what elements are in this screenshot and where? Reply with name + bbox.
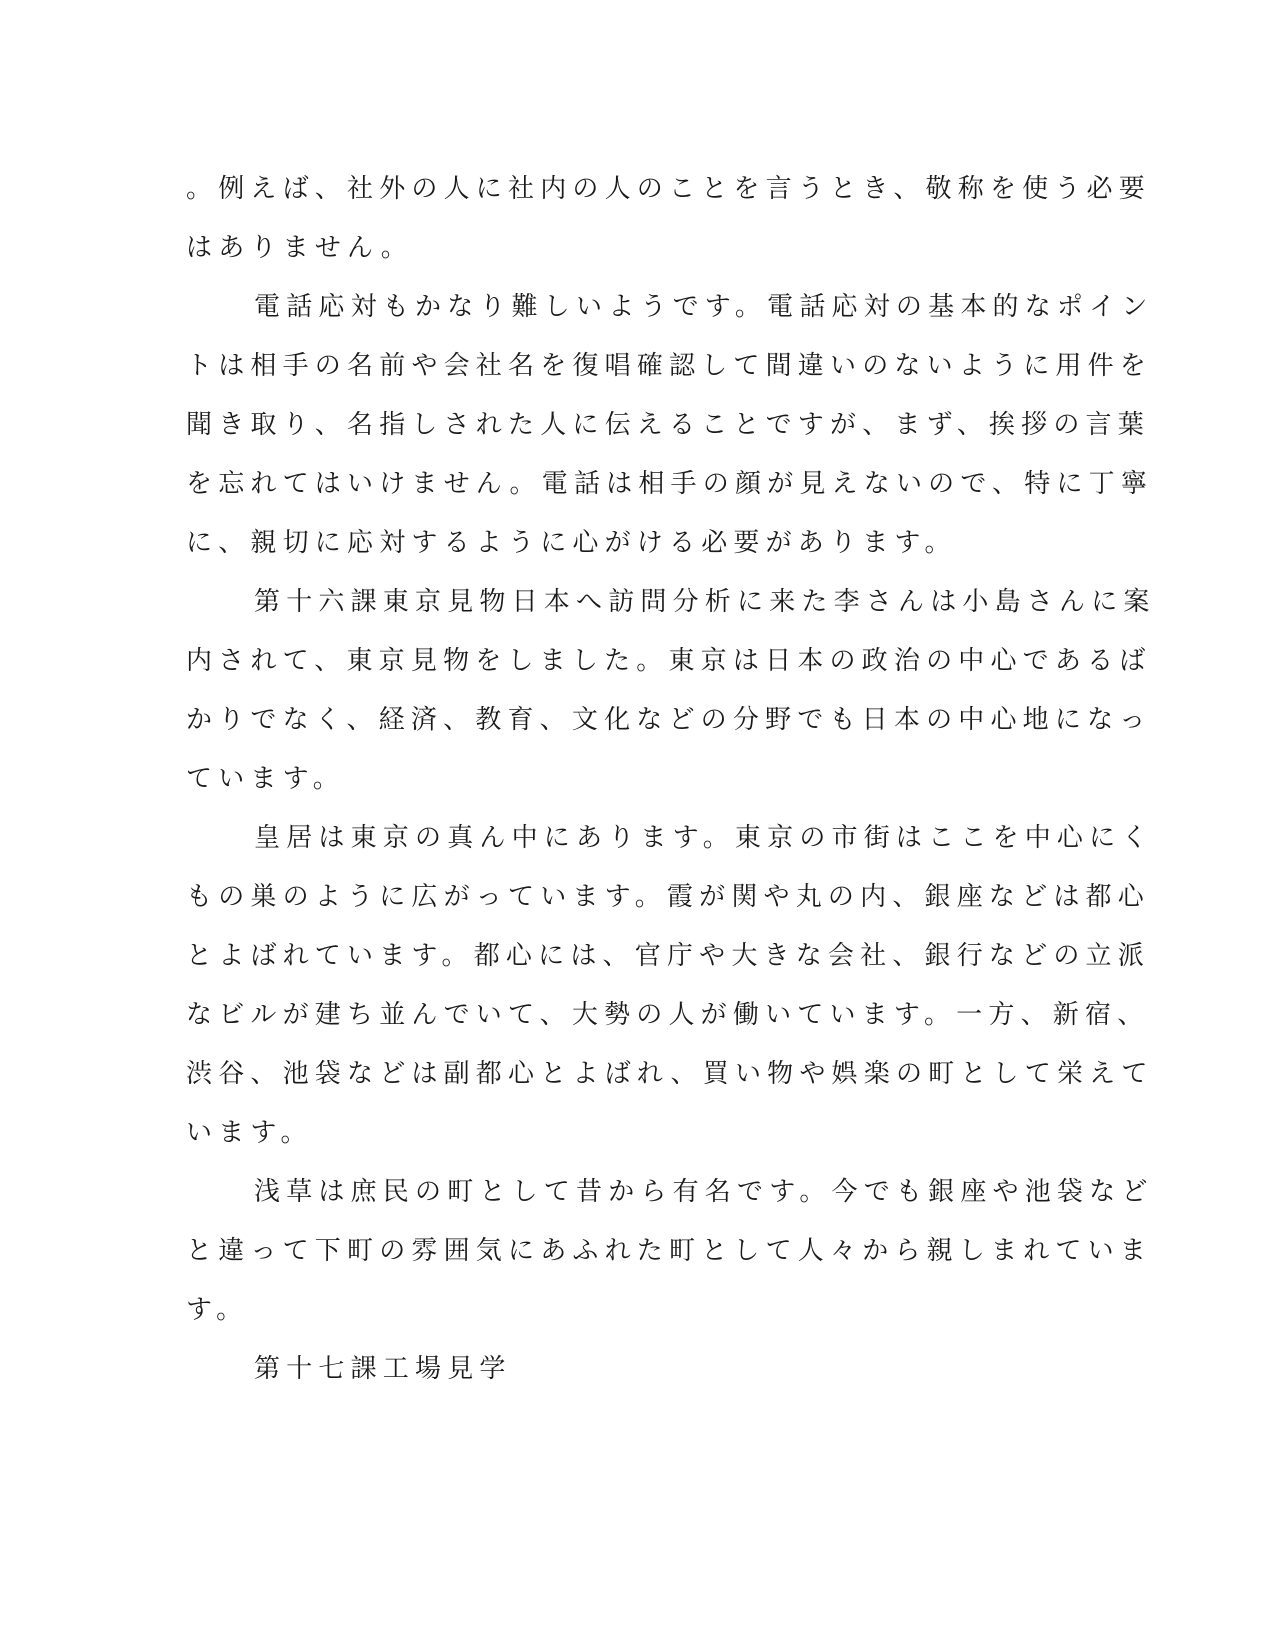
paragraph-first-line: 皇居は東京の真ん中にあります。東京の市街はここを中心にく bbox=[254, 823, 1154, 853]
text-line: とよばれています。都心には、官庁や大きな会社、銀行などの立派 bbox=[186, 941, 1150, 971]
text-line: かりでなく、経済、教育、文化などの分野でも日本の中心地になっ bbox=[186, 705, 1152, 735]
document-body bbox=[186, 160, 1156, 1399]
text-line: トは相手の名前や会社名を復唱確認して間違いのないように用件を bbox=[186, 351, 1153, 381]
text-line: 。例えば、社外の人に社内の人のことを言うとき、敬称を使う必要 bbox=[186, 174, 1151, 204]
text-line: 聞き取り、名指しされた人に伝えることですが、まず、挨拶の言葉 bbox=[186, 410, 1150, 440]
text-line: ています。 bbox=[186, 764, 345, 794]
text-line: もの巣のように広がっています。霞が関や丸の内、銀座などは都心 bbox=[186, 882, 1150, 912]
text-line: に、親切に応対するように心がける必要があります。 bbox=[186, 528, 957, 558]
lesson-heading: 第十七課工場見学 bbox=[254, 1354, 512, 1384]
paragraph-first-line: 第十六課東京見物日本へ訪問分析に来た李さんは小島さんに案 bbox=[254, 587, 1156, 617]
text-line: す。 bbox=[186, 1295, 249, 1325]
text-line: を忘れてはいけません。電話は相手の顔が見えないので、特に丁寧 bbox=[186, 469, 1154, 499]
text-line: 内されて、東京見物をしました。東京は日本の政治の中心であるば bbox=[186, 646, 1152, 676]
text-line: 渋谷、池袋などは副都心とよばれ、買い物や娯楽の町として栄えて bbox=[186, 1059, 1154, 1089]
text-line: と違って下町の雰囲気にあふれた町として人々から親しまれていま bbox=[186, 1236, 1153, 1266]
paragraph-first-line: 電話応対もかなり難しいようです。電話応対の基本的なポイン bbox=[254, 292, 1154, 322]
text-line: なビルが建ち並んでいて、大勢の人が働いています。一方、新宿、 bbox=[186, 1000, 1150, 1030]
text-line: はありません。 bbox=[186, 233, 413, 263]
text-line: います。 bbox=[186, 1118, 313, 1148]
paragraph-first-line: 浅草は庶民の町として昔から有名です。今でも銀座や池袋など bbox=[254, 1177, 1154, 1207]
